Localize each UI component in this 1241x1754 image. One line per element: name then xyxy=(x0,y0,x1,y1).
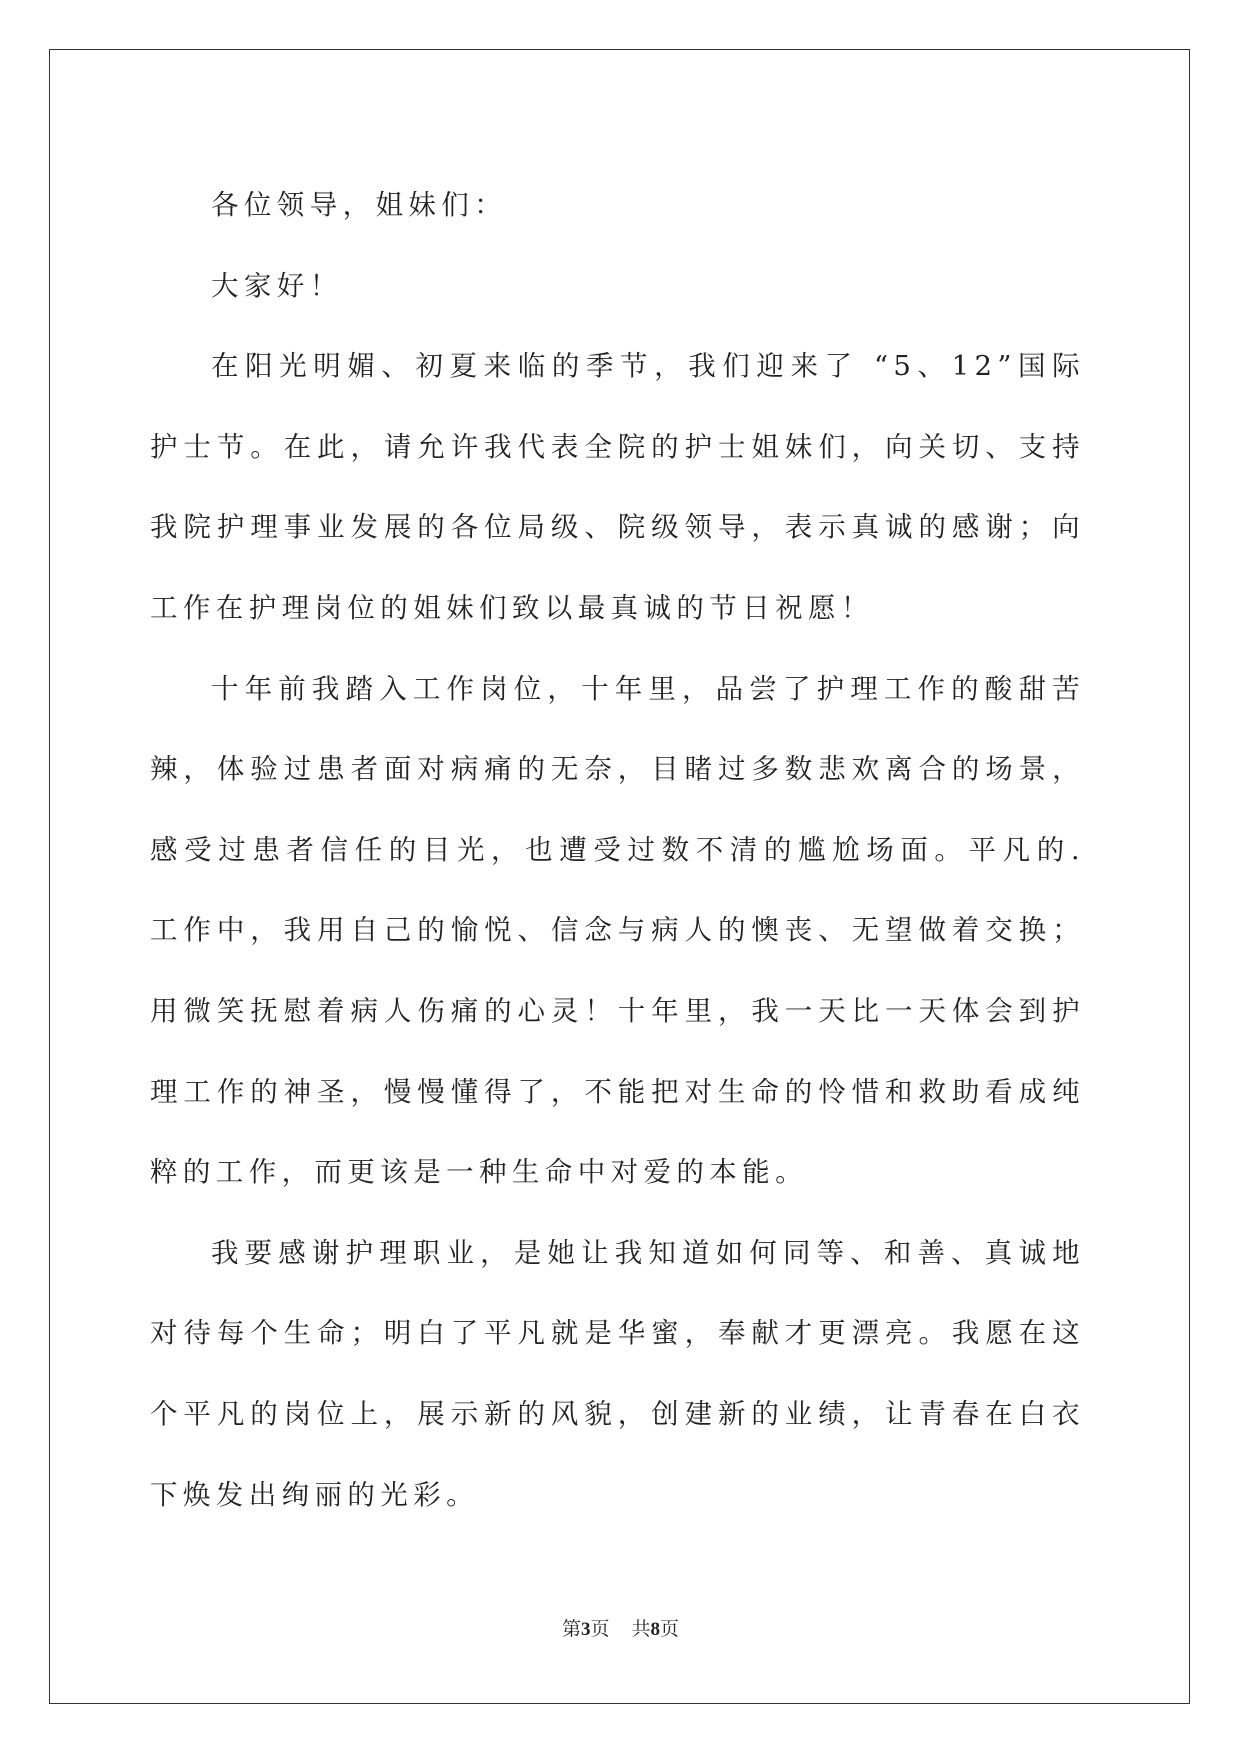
paragraph-experience: 十年前我踏入工作岗位，十年里，品尝了护理工作的酸甜苦辣，体验过患者面对病痛的无奈，目睹过多数悲欢离合的场景，感受过患者信任的目光，也遭受过数不清的尴尬场面。平凡的.工作中，我用自己的愉悦、信念与病人的懊丧、无望做着交换；用微笑抚慰着病人伤痛的心灵！十年里，我一天比一天体会到护理工作的神圣，慢慢懂得了，不能把对生命的怜惜和救助看成纯粹的工作，而更该是一种生命中对爱的本能。 xyxy=(150,672,1085,1189)
page-number: 3 xyxy=(580,1619,591,1640)
paragraph-gratitude: 我要感谢护理职业，是她让我知道如何同等、和善、真诚地对待每个生命；明白了平凡就是华蜜，奉献才更漂亮。我愿在这个平凡的岗位上，展示新的风貌，创建新的业绩，让青春在白衣下焕发出绚丽的光彩。 xyxy=(150,1236,1085,1511)
page-prefix: 第 xyxy=(561,1618,581,1640)
greeting: 大家好！ xyxy=(211,269,343,302)
paragraph-intro: 在阳光明媚、初夏来临的季节，我们迎来了 “5、12”国际护士节。在此，请允许我代表全院的护士姐妹们，向关切、支持我院护理事业发展的各位局级、院级领导，表示真诚的感谢；向工作在护理岗位的姐妹们致以最真诚的节日祝愿！ xyxy=(150,350,1085,624)
salutation: 各位领导，姐妹们： xyxy=(211,189,508,221)
total-unit: 页 xyxy=(660,1618,680,1640)
total-prefix: 共 xyxy=(631,1618,651,1640)
page-unit: 页 xyxy=(590,1618,610,1640)
document-body xyxy=(150,165,1085,1535)
page-footer xyxy=(0,1617,1241,1642)
total-pages: 8 xyxy=(650,1619,661,1640)
